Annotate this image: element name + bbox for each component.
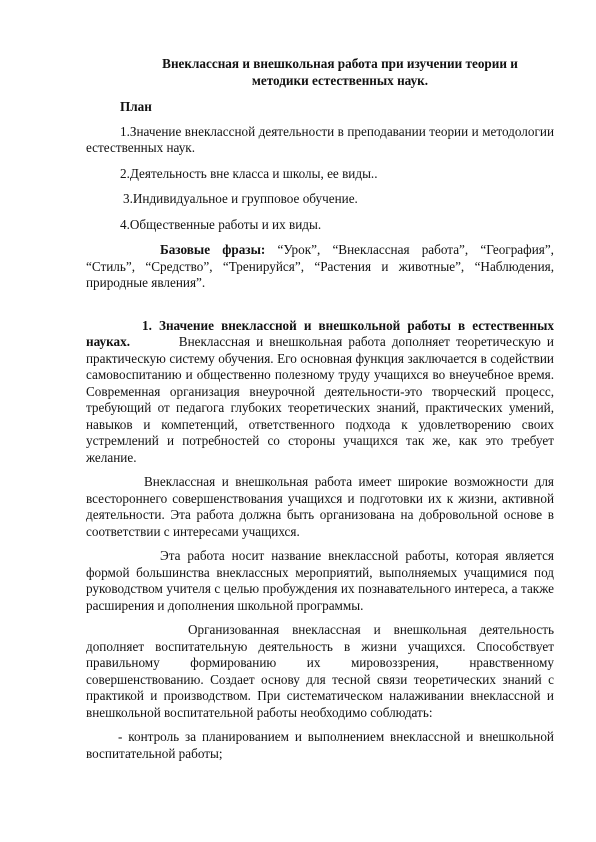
paragraph-3: Эта работа носит название внеклассной работы, которая является формой большинства внеклассных мероприятий, выполняемых учащимися под руководством учителя с целью пробуждения их познавательного интереса, а также расширения и дополнения школьной программы. <box>86 548 554 613</box>
paragraph-5: - контроль за планированием и выполнением внеклассной и внешкольной воспитательной работы; <box>86 729 554 761</box>
section-1-text: Внеклассная и внешкольная работа дополняет теоретическую и практическую систему обучения. Его основная функция заключается в содействии самовоспитанию и общественно полезному труду учащихся во внеучебное время. Современная организация внеурочной деятельности-это творческий процесс, требующий от педагога глубоких теоретических знаний, практических умений, навыков и компетенций, ответственного подхода к удовлетворению своих устремлений и потребностей со стороны учащихся так же, как это требует желание. <box>86 334 554 465</box>
plan-item-2: 2.Деятельность вне класса и школы, ее виды.. <box>120 165 378 181</box>
plan-item-3: 3.Индивидуальное и групповое обучение. <box>123 191 358 206</box>
section-1-heading: 1. Значение внеклассной и внешкольной работы в естественных науках. <box>86 317 554 349</box>
paragraph-4: Организованная внеклассная и внешкольная деятельность дополняет воспитательную деятельность в жизни учащихся. Способствует правильному формированию их мировоззрения, нравственному совершенствованию. Создает основу для тесной связи теоретических знаний с практикой и производством. При систематическом налаживании внеклассной и внешкольной воспитательной работы необходимо соблюдать: <box>86 622 554 720</box>
section-1 <box>86 318 554 467</box>
paragraph-2: Внеклассная и внешкольная работа имеет широкие возможности для всестороннего совершенствования учащихся и подготовки их к жизни, активной деятельности. Эта работа должна быть организована на добровольной основе в соответствии с интересами учащихся. <box>86 474 554 539</box>
plan-item-1: 1.Значение внеклассной деятельности в преподавании теории и методологии естественных наук. <box>86 123 554 155</box>
plan-item-4: 4.Общественные работы и их виды. <box>120 216 322 232</box>
document-title <box>86 56 554 89</box>
key-phrases <box>86 242 554 292</box>
plan-heading: План <box>120 99 152 114</box>
document-page <box>86 56 554 762</box>
key-phrases-text: “Урок”, “Внеклассная работа”, “География”, “Стиль”, “Средство”, “Тренируйся”, “Растения и животные”, “Наблюдения, природные явления”. <box>86 242 554 290</box>
title-line-1: Внеклассная и внешкольная работа при изучении теории и <box>162 56 518 71</box>
key-phrases-label: Базовые фразы: <box>160 242 266 257</box>
title-line-2: методики естественных наук. <box>251 72 429 88</box>
